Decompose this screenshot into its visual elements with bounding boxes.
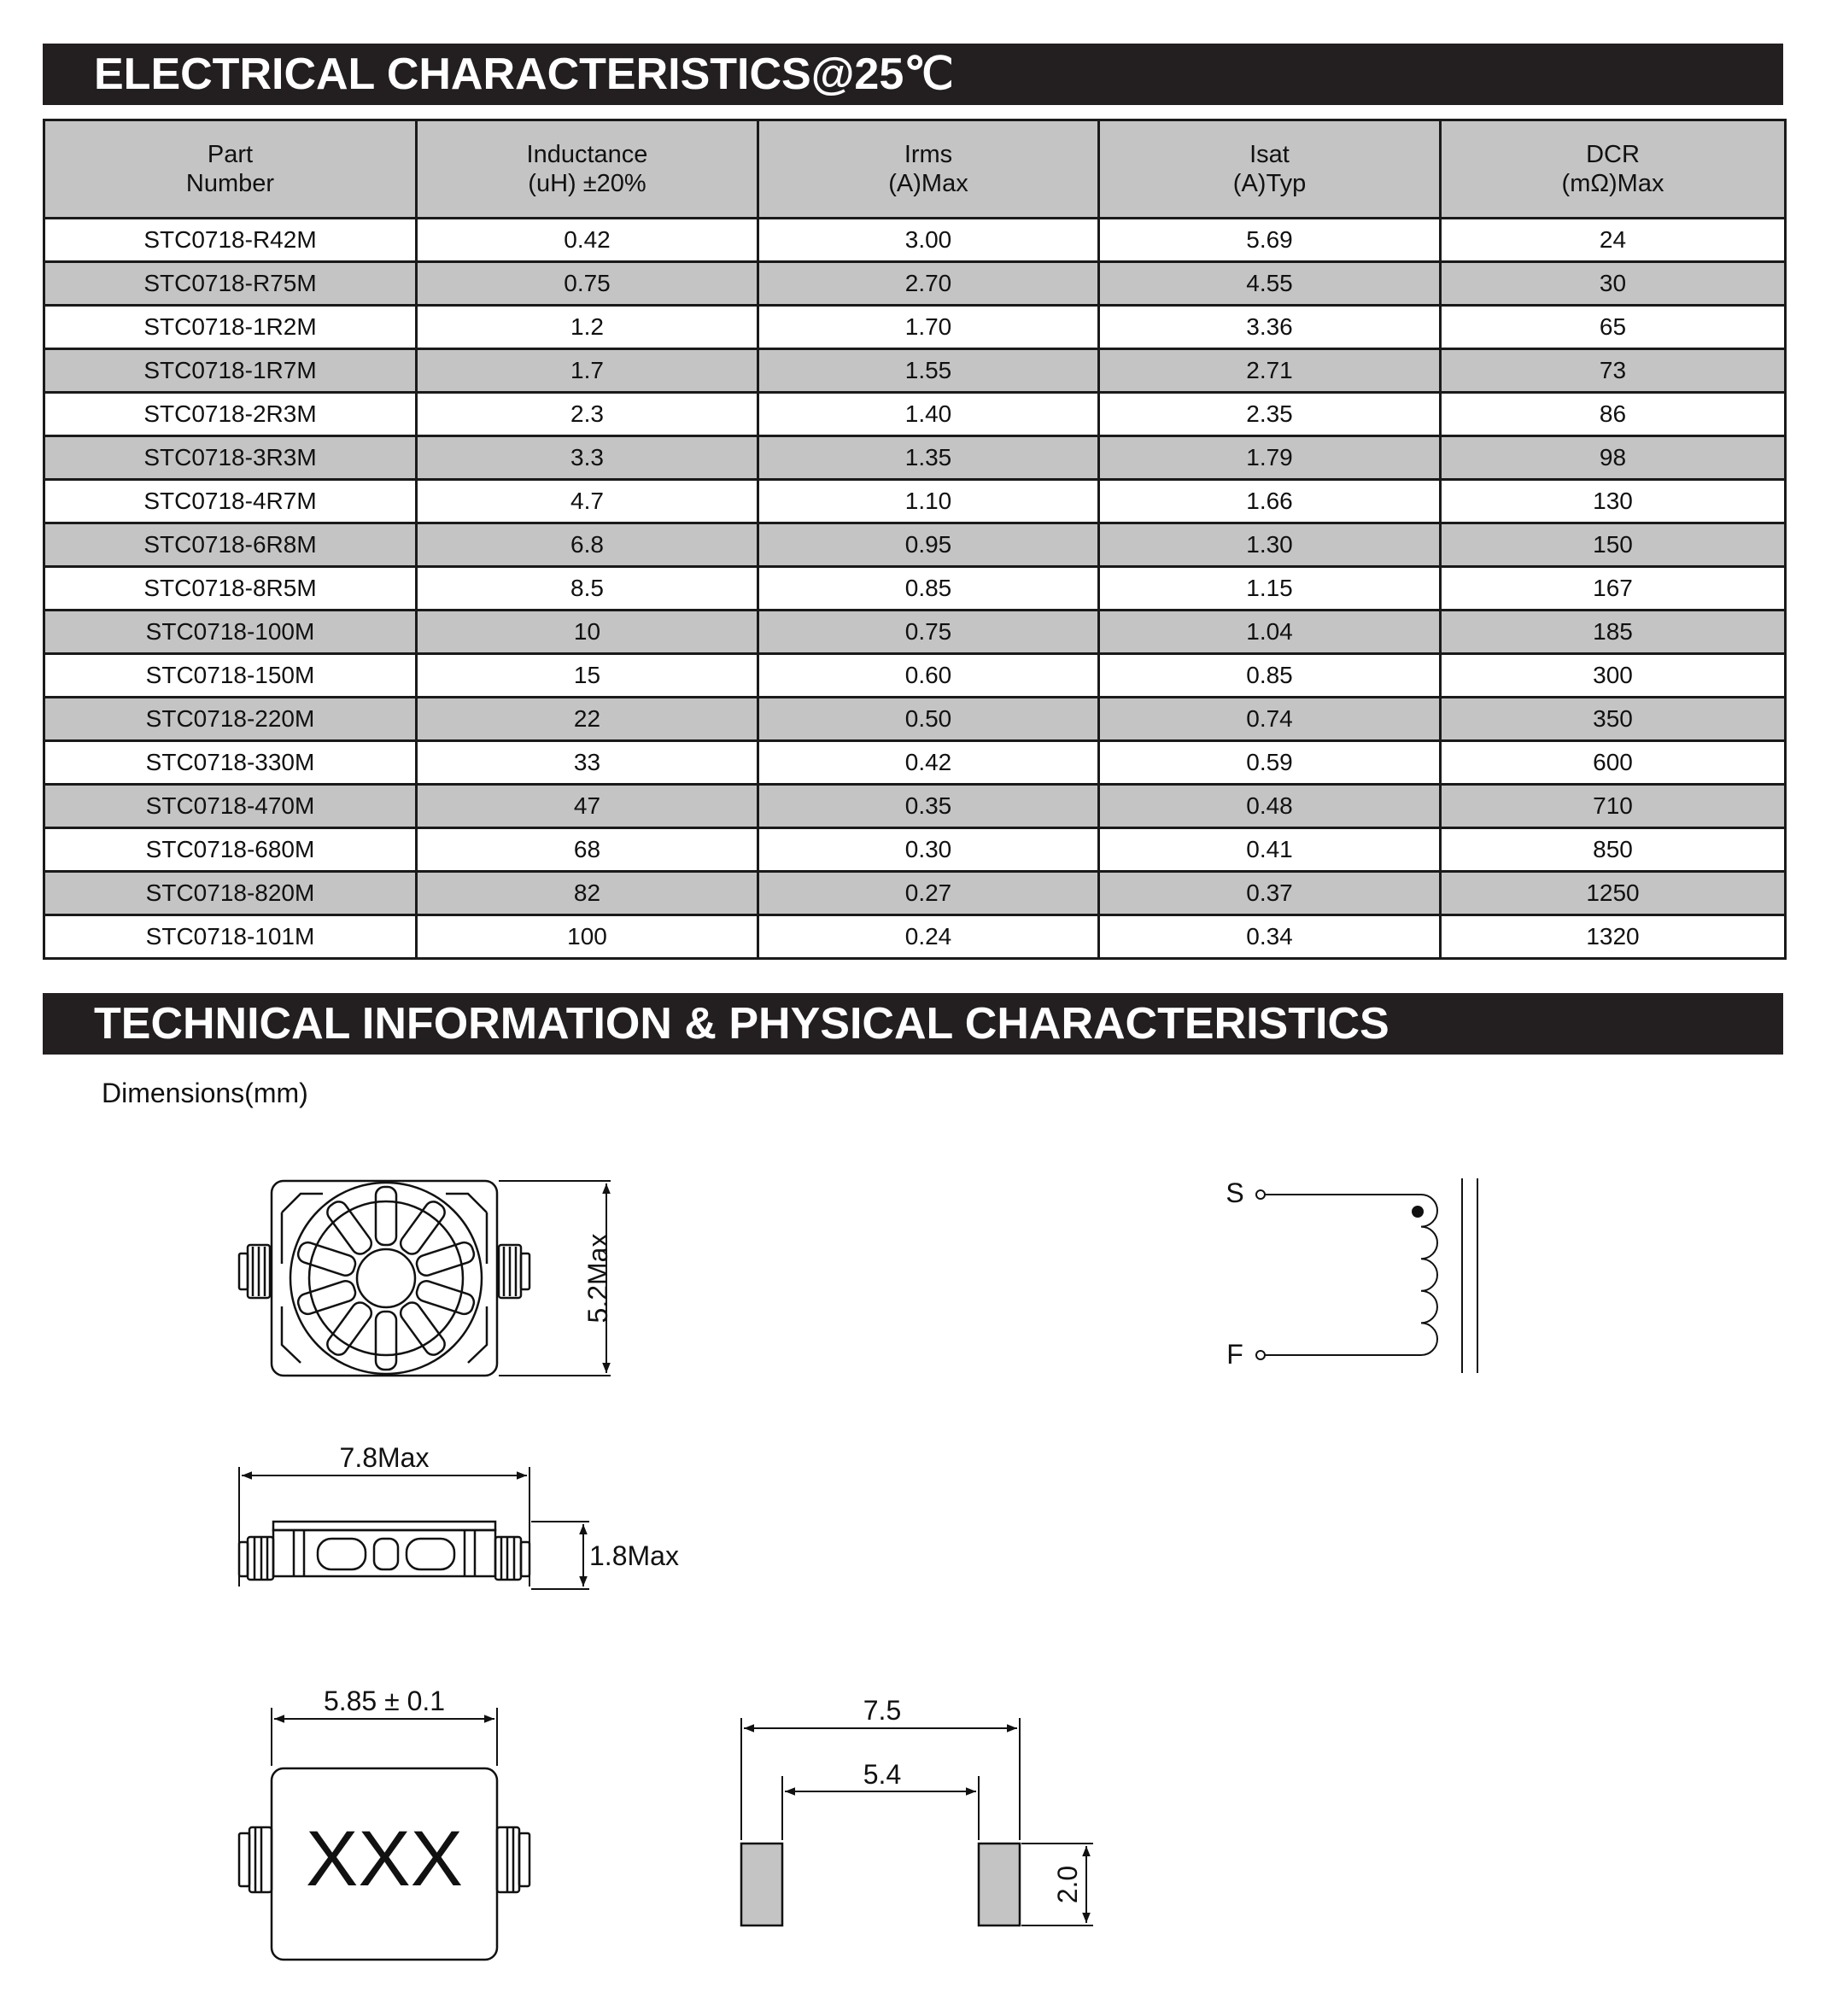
part-number-cell: STC0718-330M — [44, 741, 417, 785]
part-number-cell: STC0718-8R5M — [44, 567, 417, 611]
top-view-clip-right — [446, 1194, 487, 1264]
schematic-finish-pin — [1256, 1351, 1265, 1359]
pad-inner-label: 5.4 — [863, 1759, 902, 1790]
top-view-windings — [296, 1187, 477, 1370]
part-number-cell: STC0718-820M — [44, 872, 417, 915]
dcr-cell: 600 — [1441, 741, 1786, 785]
dcr-cell: 73 — [1441, 349, 1786, 393]
dcr-cell: 65 — [1441, 306, 1786, 349]
inductance-cell: 22 — [417, 698, 758, 741]
inductance-cell: 100 — [417, 915, 758, 959]
pad-outer-label: 7.5 — [863, 1695, 902, 1726]
inductance-cell: 33 — [417, 741, 758, 785]
inductance-cell: 4.7 — [417, 480, 758, 523]
part-number-cell: STC0718-2R3M — [44, 393, 417, 436]
dcr-cell: 98 — [1441, 436, 1786, 480]
irms-cell: 0.50 — [758, 698, 1099, 741]
irms-cell: 1.55 — [758, 349, 1099, 393]
schematic-finish-label: F — [1226, 1339, 1243, 1370]
dcr-cell: 130 — [1441, 480, 1786, 523]
isat-cell: 0.74 — [1099, 698, 1441, 741]
part-number-cell: STC0718-220M — [44, 698, 417, 741]
irms-cell: 1.40 — [758, 393, 1099, 436]
schematic-start-pin — [1256, 1190, 1265, 1199]
dimensions-label: Dimensions(mm) — [102, 1078, 308, 1108]
irms-cell: 1.10 — [758, 480, 1099, 523]
top-view-clip-left — [282, 1194, 323, 1264]
irms-cell: 1.70 — [758, 306, 1099, 349]
isat-cell: 0.85 — [1099, 654, 1441, 698]
isat-cell: 2.71 — [1099, 349, 1441, 393]
top-view-core-outer — [290, 1183, 482, 1374]
header-irms: Irms (A)Max — [758, 120, 1099, 219]
header-inductance: Inductance (uH) ±20% — [417, 120, 758, 219]
inductance-cell: 8.5 — [417, 567, 758, 611]
part-number-cell: STC0718-6R8M — [44, 523, 417, 567]
dcr-cell: 30 — [1441, 262, 1786, 306]
inductance-cell: 15 — [417, 654, 758, 698]
dcr-cell: 86 — [1441, 393, 1786, 436]
width-dimension-line — [272, 1708, 497, 1766]
isat-cell: 0.34 — [1099, 915, 1441, 959]
dcr-cell: 300 — [1441, 654, 1786, 698]
isat-cell: 1.15 — [1099, 567, 1441, 611]
pad-height-label: 2.0 — [1052, 1865, 1083, 1904]
inductance-cell: 10 — [417, 611, 758, 654]
part-number-cell: STC0718-680M — [44, 828, 417, 872]
part-number-cell: STC0718-R42M — [44, 219, 417, 262]
isat-cell: 2.35 — [1099, 393, 1441, 436]
isat-cell: 0.41 — [1099, 828, 1441, 872]
side-view-drawing — [239, 1467, 589, 1589]
dimension-thickness-label: 1.8Max — [589, 1540, 679, 1571]
pad-left — [741, 1844, 782, 1925]
irms-cell: 0.95 — [758, 523, 1099, 567]
inductance-cell: 1.7 — [417, 349, 758, 393]
schematic-symbol — [1256, 1178, 1477, 1373]
schematic-start-label: S — [1226, 1177, 1244, 1208]
part-number-cell: STC0718-150M — [44, 654, 417, 698]
irms-cell: 3.00 — [758, 219, 1099, 262]
dcr-cell: 24 — [1441, 219, 1786, 262]
technical-section-title: TECHNICAL INFORMATION & PHYSICAL CHARACTERISTICS — [43, 993, 1783, 1055]
inductance-cell: 0.75 — [417, 262, 758, 306]
top-view-left-terminal — [239, 1245, 270, 1298]
isat-cell: 3.36 — [1099, 306, 1441, 349]
dimension-height-label: 5.2Max — [582, 1233, 613, 1324]
irms-cell: 0.85 — [758, 567, 1099, 611]
isat-cell: 4.55 — [1099, 262, 1441, 306]
inductance-cell: 3.3 — [417, 436, 758, 480]
header-dcr: DCR (mΩ)Max — [1441, 120, 1786, 219]
dcr-cell: 350 — [1441, 698, 1786, 741]
part-number-cell: STC0718-101M — [44, 915, 417, 959]
top-view-core-center — [357, 1249, 415, 1307]
inductance-cell: 68 — [417, 828, 758, 872]
isat-cell: 0.48 — [1099, 785, 1441, 828]
schematic-coil — [1421, 1195, 1437, 1355]
top-view-drawing — [239, 1181, 611, 1376]
part-number-cell: STC0718-1R2M — [44, 306, 417, 349]
header-part-number: Part Number — [44, 120, 417, 219]
schematic-polarity-dot — [1412, 1206, 1424, 1218]
electrical-section-title: ELECTRICAL CHARACTERISTICS@25℃ — [43, 44, 1783, 105]
inductance-cell: 0.42 — [417, 219, 758, 262]
inductance-cell: 82 — [417, 872, 758, 915]
isat-cell: 0.59 — [1099, 741, 1441, 785]
inductance-cell: 2.3 — [417, 393, 758, 436]
inductance-cell: 1.2 — [417, 306, 758, 349]
isat-cell: 1.04 — [1099, 611, 1441, 654]
isat-cell: 0.37 — [1099, 872, 1441, 915]
dimension-length-label: 7.8Max — [339, 1442, 430, 1473]
dcr-cell: 185 — [1441, 611, 1786, 654]
isat-cell: 1.79 — [1099, 436, 1441, 480]
pad-right — [979, 1844, 1020, 1925]
dcr-cell: 850 — [1441, 828, 1786, 872]
inductance-cell: 6.8 — [417, 523, 758, 567]
dimension-width-label: 5.85 ± 0.1 — [323, 1686, 446, 1716]
part-number-cell: STC0718-4R7M — [44, 480, 417, 523]
irms-cell: 0.42 — [758, 741, 1099, 785]
part-number-cell: STC0718-100M — [44, 611, 417, 654]
pad-layout-drawing — [741, 1718, 1093, 1925]
irms-cell: 0.75 — [758, 611, 1099, 654]
part-number-cell: STC0718-3R3M — [44, 436, 417, 480]
dcr-cell: 167 — [1441, 567, 1786, 611]
part-number-cell: STC0718-470M — [44, 785, 417, 828]
irms-cell: 0.27 — [758, 872, 1099, 915]
header-isat: Isat (A)Typ — [1099, 120, 1441, 219]
part-number-cell: STC0718-R75M — [44, 262, 417, 306]
marking-text: XXX — [305, 1815, 464, 1902]
irms-cell: 1.35 — [758, 436, 1099, 480]
part-number-cell: STC0718-1R7M — [44, 349, 417, 393]
isat-cell: 5.69 — [1099, 219, 1441, 262]
irms-cell: 0.60 — [758, 654, 1099, 698]
irms-cell: 2.70 — [758, 262, 1099, 306]
thickness-dimension-line — [531, 1522, 589, 1589]
irms-cell: 0.30 — [758, 828, 1099, 872]
inductance-cell: 47 — [417, 785, 758, 828]
isat-cell: 1.30 — [1099, 523, 1441, 567]
dcr-cell: 710 — [1441, 785, 1786, 828]
dcr-cell: 150 — [1441, 523, 1786, 567]
irms-cell: 0.35 — [758, 785, 1099, 828]
dcr-cell: 1250 — [1441, 872, 1786, 915]
irms-cell: 0.24 — [758, 915, 1099, 959]
top-view-right-terminal — [499, 1245, 529, 1298]
isat-cell: 1.66 — [1099, 480, 1441, 523]
dcr-cell: 1320 — [1441, 915, 1786, 959]
